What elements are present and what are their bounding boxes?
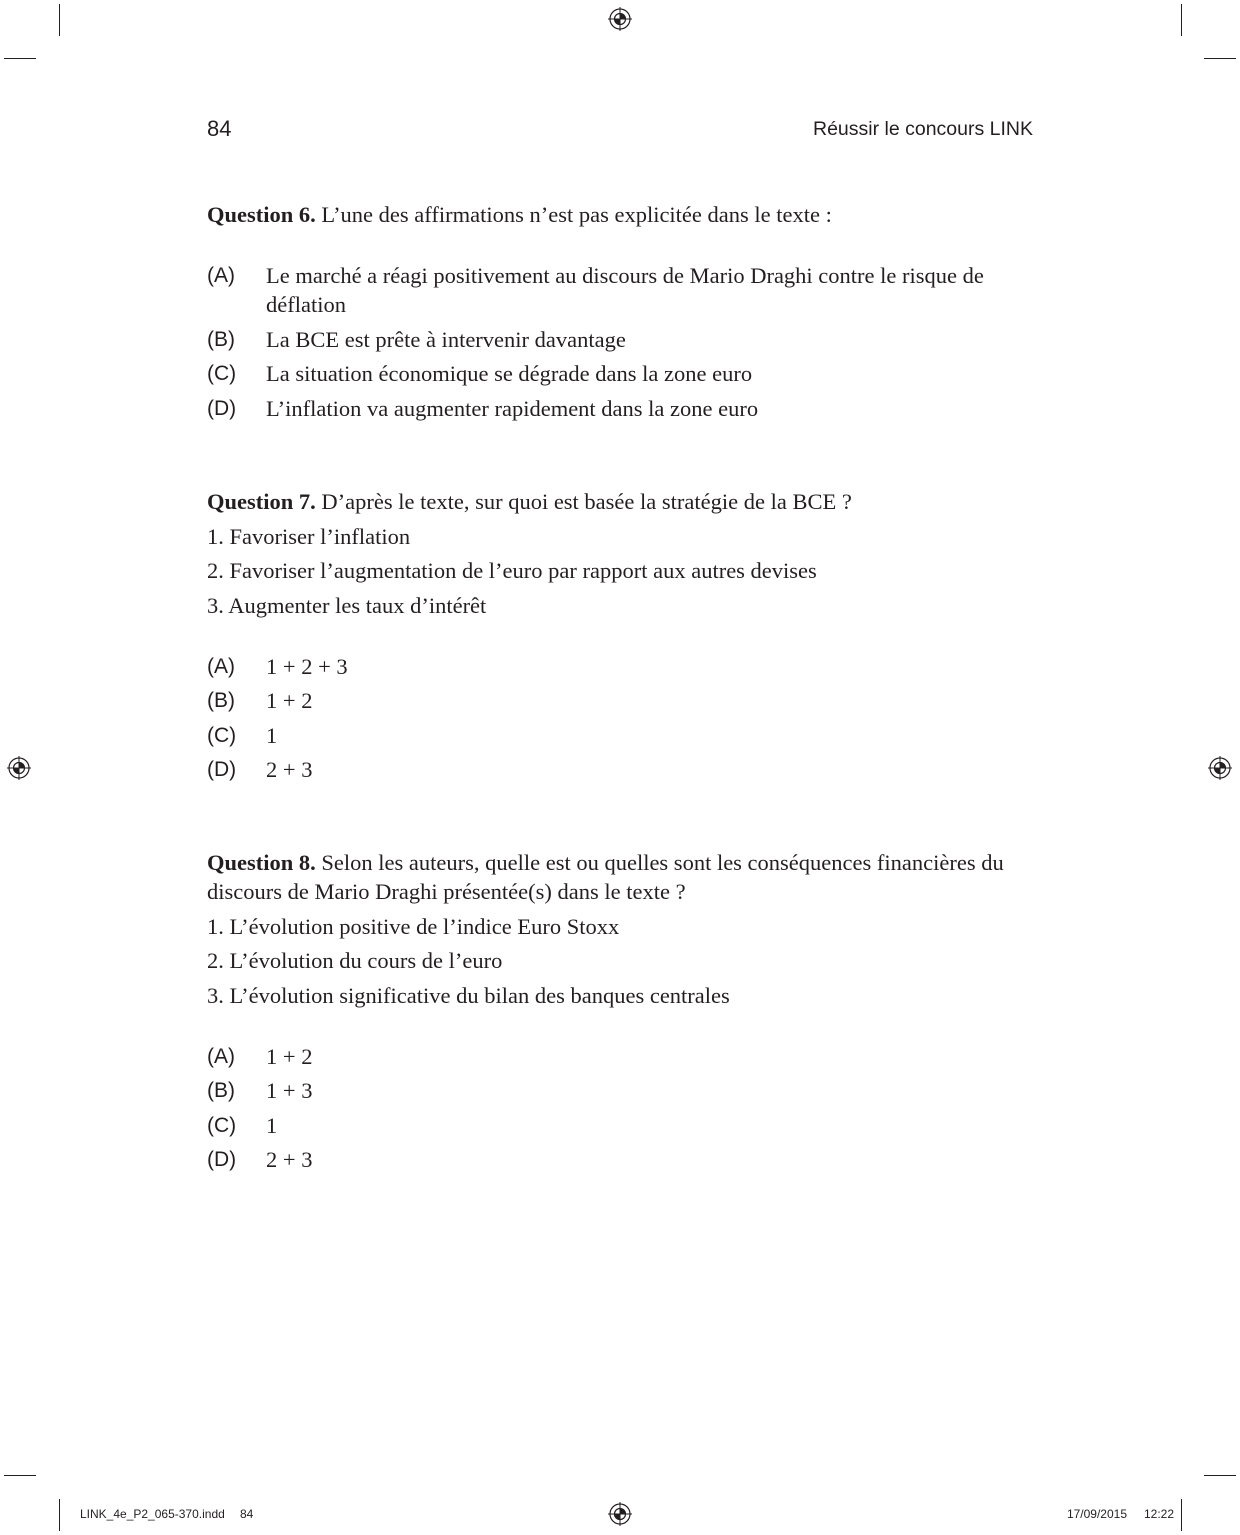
answer-options xyxy=(207,261,1037,423)
option-a xyxy=(207,652,1037,681)
crop-mark-icon xyxy=(1204,1475,1236,1476)
option-text: 2 + 3 xyxy=(266,1147,313,1172)
question-text: Selon les auteurs, quelle est ou quelles sont les conséquences financières du discours de Mario Draghi présentée(s) dans le texte ? xyxy=(207,850,1004,904)
page-number: 84 xyxy=(207,116,232,141)
crop-mark-icon xyxy=(1181,4,1182,36)
statement-list xyxy=(207,912,1037,1010)
option-letter: (B) xyxy=(207,689,235,712)
option-d xyxy=(207,1145,1037,1174)
option-a xyxy=(207,261,1037,319)
statement-item: 1. Favoriser l’inflation xyxy=(207,523,411,549)
option-a xyxy=(207,1042,1037,1071)
question-6 xyxy=(207,200,1037,428)
option-text: 1 + 3 xyxy=(266,1078,313,1103)
option-d xyxy=(207,755,1037,784)
option-letter: (C) xyxy=(207,362,237,385)
question-stem xyxy=(207,487,1037,516)
option-letter: (A) xyxy=(207,1044,235,1068)
question-label: Question 6. xyxy=(207,202,316,227)
question-8 xyxy=(207,848,1037,1180)
option-letter: (B) xyxy=(207,1079,235,1102)
crop-mark-icon xyxy=(4,1475,36,1476)
slug-filename: LINK_4e_P2_065-370.indd xyxy=(80,1507,225,1521)
slug-time: 12:22 xyxy=(1143,1507,1174,1521)
question-label: Question 7. xyxy=(207,489,316,514)
statement-list xyxy=(207,522,1037,620)
running-head: Réussir le concours LINK xyxy=(812,118,1033,140)
registration-mark-icon xyxy=(608,7,632,31)
crop-mark-icon xyxy=(1204,58,1236,59)
option-text: 1 + 2 xyxy=(266,688,313,713)
option-c xyxy=(207,1111,1037,1140)
option-text: La BCE est prête à intervenir davantage xyxy=(266,326,626,352)
slug-date: 17/09/2015 xyxy=(1066,1507,1127,1521)
option-text: 1 + 2 + 3 xyxy=(266,653,348,679)
option-letter: (D) xyxy=(207,1148,237,1171)
question-text: D’après le texte, sur quoi est basée la stratégie de la BCE ? xyxy=(315,489,852,514)
statement-item: 2. Favoriser l’augmentation de l’euro par rapport aux autres devises xyxy=(207,558,817,583)
question-7 xyxy=(207,487,1037,790)
statement-item: 1. L’évolution positive de l’indice Euro Stoxx xyxy=(207,913,620,939)
option-b xyxy=(207,1076,1037,1105)
option-letter: (C) xyxy=(207,1113,237,1137)
option-b xyxy=(207,325,1037,354)
statement-item: 3. Augmenter les taux d’intérêt xyxy=(207,592,487,618)
option-text: Le marché a réagi positivement au discours de Mario Draghi contre le risque de déflation xyxy=(266,263,984,317)
crop-mark-icon xyxy=(1181,1499,1182,1531)
question-label: Question 8. xyxy=(207,850,316,875)
option-c xyxy=(207,359,1037,388)
option-letter: (A) xyxy=(207,264,235,287)
option-text: 1 xyxy=(266,722,278,748)
crop-mark-icon xyxy=(4,58,36,59)
answer-options xyxy=(207,1042,1037,1175)
crop-mark-icon xyxy=(59,1499,60,1531)
answer-options xyxy=(207,652,1037,785)
option-c xyxy=(207,721,1037,750)
slug-page-number: 84 xyxy=(240,1507,254,1521)
statement-item: 3. L’évolution significative du bilan des banques centrales xyxy=(207,982,730,1008)
option-d xyxy=(207,394,1037,423)
option-letter: (B) xyxy=(207,327,235,351)
registration-mark-icon xyxy=(1208,756,1232,780)
option-letter: (A) xyxy=(207,654,235,678)
option-letter: (D) xyxy=(207,758,237,781)
option-text: L’inflation va augmenter rapidement dans la zone euro xyxy=(266,395,759,421)
option-text: 1 + 2 xyxy=(266,1043,313,1069)
option-text: 1 xyxy=(266,1112,278,1138)
option-letter: (C) xyxy=(207,723,237,747)
option-text: 2 + 3 xyxy=(266,757,313,782)
question-stem xyxy=(207,848,1037,906)
registration-mark-icon xyxy=(7,756,31,780)
option-letter: (D) xyxy=(207,396,237,420)
crop-mark-icon xyxy=(59,4,60,36)
question-stem xyxy=(207,200,1037,229)
option-b xyxy=(207,686,1037,715)
option-text: La situation économique se dégrade dans la zone euro xyxy=(266,361,753,386)
question-text: L’une des affirmations n’est pas explicitée dans le texte : xyxy=(315,202,832,227)
statement-item: 2. L’évolution du cours de l’euro xyxy=(207,948,503,973)
registration-mark-icon xyxy=(608,1502,632,1526)
